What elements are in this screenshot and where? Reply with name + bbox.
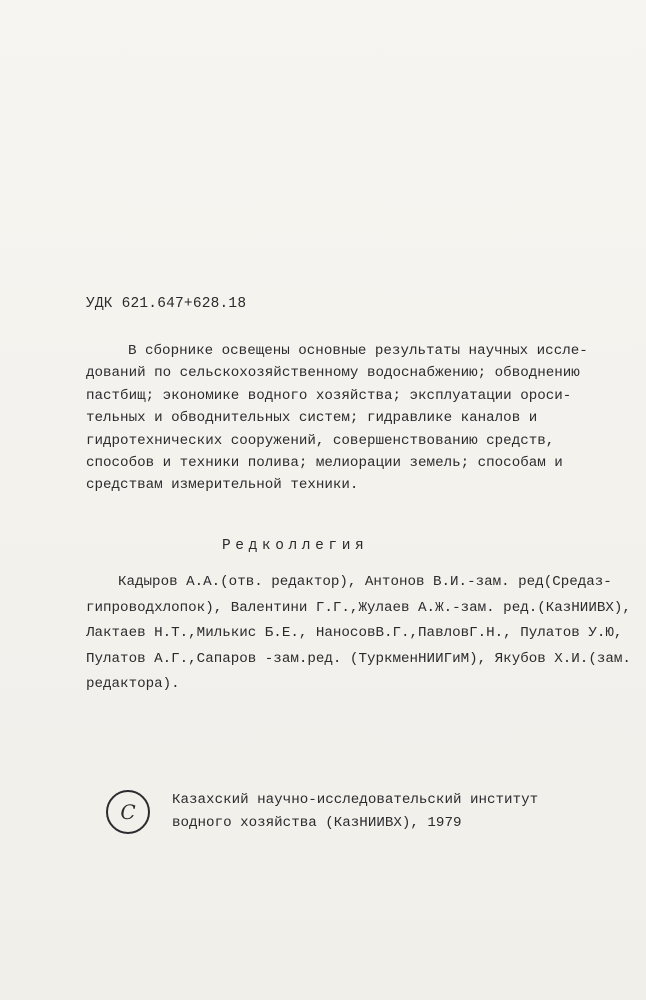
publisher-line: Казахский научно-исследовательский институт [172,792,539,808]
editorial-line: Лактаев Н.Т.,Милькис Б.Е., НаносовВ.Г.,ПавловГ.Н., Пулатов У.Ю, [86,625,623,642]
abstract-line: тельных и обводнительных систем; гидравлике каналов и [86,410,538,427]
copyright-letter: С [120,800,136,824]
editorial-board-title: Редколлегия [222,538,369,554]
udk-code: УДК 621.647+628.18 [86,296,247,312]
abstract-line: гидротехнических сооружений, совершенствованию средств, [86,432,555,449]
abstract-line: В сборнике освещены основные результаты научных иссле- [128,343,588,359]
editorial-board-list [86,570,631,698]
abstract-line: средствам измерительной техники. [86,477,359,494]
publisher-info [172,789,538,834]
abstract-line: дований по сельскохозяйственному водоснабжению; обводнению [86,365,580,382]
editorial-line: Пулатов А.Г.,Сапаров -зам.ред. (ТуркменНИИГиМ), Якубов Х.И.(зам. [86,650,631,667]
abstract-line: способов и техники полива; мелиорации земель; способам и [86,455,563,472]
publisher-line: водного хозяйства (КазНИИВХ), 1979 [172,814,462,831]
faded-corner-stamp [526,2,639,58]
editorial-line: редактора). [86,676,180,693]
abstract-line: пастбищ; экономике водного хозяйства; эксплуатации ороси- [86,387,572,404]
editorial-line: Кадыров А.А.(отв. редактор), Антонов В.И.-зам. ред(Средаз- [118,574,612,590]
copyright-icon [106,790,150,834]
editorial-line: гипроводхлопок), Валентини Г.Г.,Жулаев А.Ж.-зам. ред.(КазНИИВХ), [86,599,631,616]
abstract-paragraph [86,340,606,497]
